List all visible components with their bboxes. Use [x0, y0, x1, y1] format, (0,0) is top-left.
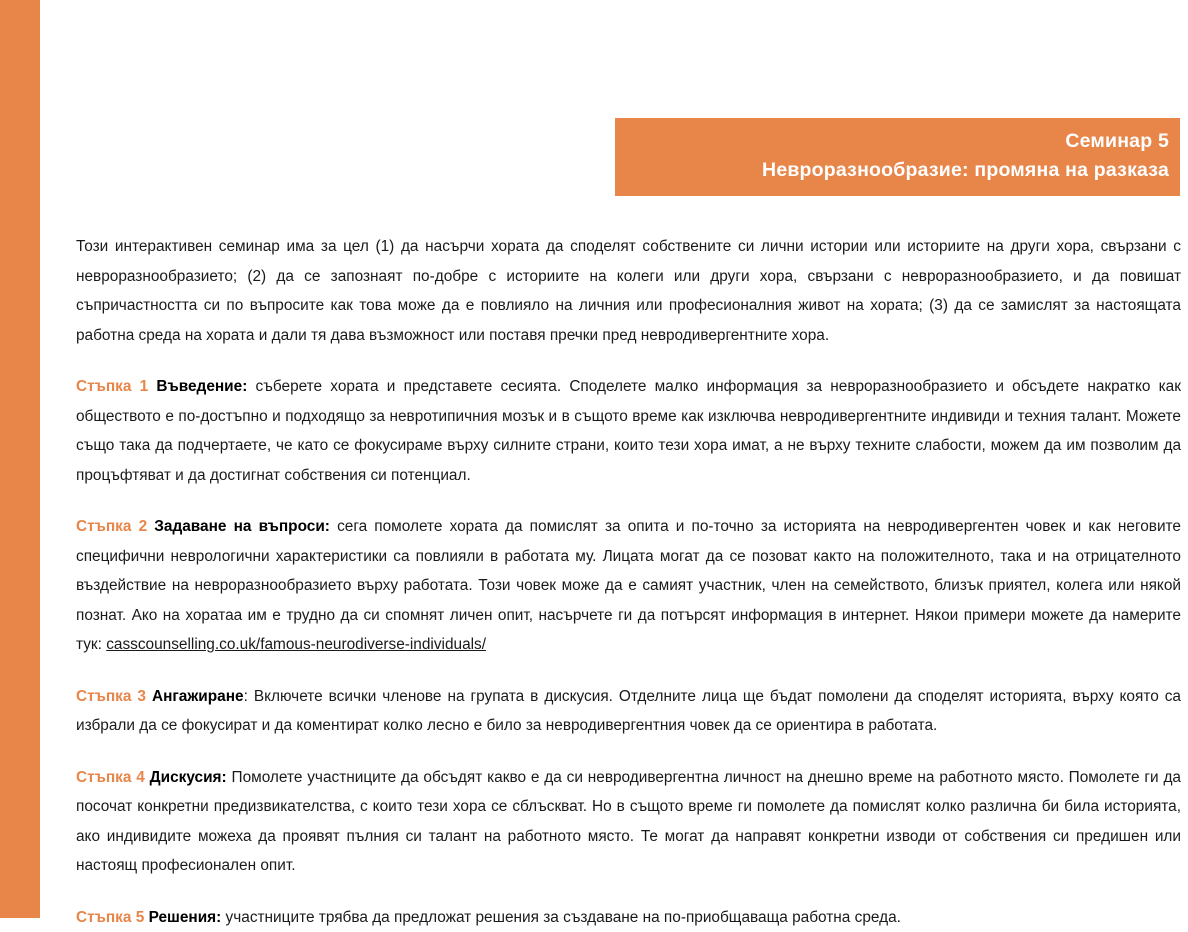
step-text-2: сега помолете хората да помислят за опита и по-точно за историята на невродивергентен човек и как неговите специфични неврологични характеристики са повлияли в работата му. Лицата могат да се позоват както на положителното, така и на отрицателното въздействие на невроразнообразието върху работата. Този човек може да е самият участник, член на семейството, близък приятел, колега или някой познат. Ако на хоратаа им е трудно да си спомнят личен опит, насърчете ги да потърсят информация в интернет. Някои примери можете да намерите тук:	[76, 518, 1181, 653]
step-paragraph-4	[76, 763, 1181, 881]
step-label-4: Стъпка 4	[76, 769, 145, 786]
step-title-2: Задаване на въпроси:	[154, 518, 330, 535]
banner-title-line2: Невроразнообразие: промяна на разказа	[629, 155, 1169, 185]
step-text-1: съберете хората и представете сесията. Споделете малко информация за невроразнообразието и обсъдете накратко как обществото е по-достъпно и подходящо за невротипичния мозък и в същото време как изключва невродивергентните индивиди и техния талант. Можете също така да подчертаете, че като се фокусираме върху силните страни, които тези хора имат, а не върху техните слабости, можем да им позволим да процъфтяват и да достигнат собствения си потенциал.	[76, 378, 1181, 484]
step-text-4: Помолете участниците да обсъдят какво е да си невродивергентна личност на днешно време на работното място. Помолете ги да посочат конкретни предизвикателства, с които тези хора се сблъскват. Но в същото време ги помолете да помислят колко различна би била историята, ако индивидите можеха да проявят пълния си талант на работното място. Те могат да направят конкретни изводи от собствения си предишен или настоящ професионален опит.	[76, 769, 1181, 875]
step-paragraph-3	[76, 682, 1181, 741]
step-label-2: Стъпка 2	[76, 518, 147, 535]
step-title-5: Решения:	[149, 909, 222, 926]
left-accent-bar-gap	[40, 0, 50, 918]
step-title-4: Дискусия:	[150, 769, 227, 786]
body-text-area	[76, 232, 1181, 932]
document-content	[50, 0, 1188, 918]
left-accent-bar	[0, 0, 40, 918]
step-paragraph-1	[76, 372, 1181, 490]
banner-title-line1: Семинар 5	[629, 127, 1169, 155]
step-title-3: Ангажиране	[152, 688, 244, 705]
step-title-1: Въведение:	[156, 378, 247, 395]
intro-paragraph: Този интерактивен семинар има за цел (1) да насърчи хората да споделят собствените си лични истории или историите на други хора, свързани с невроразнообразието; (2) да се запознаят по-добре с историите на колеги или други хора, свързани с невроразнообразието, и да повишат съпричастността си по въпросите как това може да е повлияло на личния или професионалния живот на хората; (3) да се замислят за настоящата работна среда на хората и дали тя дава възможност или поставя пречки пред невродивергентните хора.	[76, 232, 1181, 350]
step-text-3: : Включете всички членове на групата в дискусия. Отделните лица ще бъдат помолени да споделят историята, върху която са избрали да се фокусират и да коментират колко лесно е било за невродивергентния човек да се ориентира в работата.	[76, 688, 1181, 735]
title-banner	[615, 118, 1180, 196]
step-text-5: участниците трябва да предложат решения за създаване на по-приобщаваща работна среда.	[221, 909, 901, 926]
step-label-1: Стъпка 1	[76, 378, 148, 395]
step-label-3: Стъпка 3	[76, 688, 146, 705]
step-label-5: Стъпка 5	[76, 909, 144, 926]
neurodiverse-individuals-link[interactable]: casscounselling.co.uk/famous-neurodiverse-individuals/	[106, 636, 486, 653]
step-paragraph-2	[76, 512, 1181, 660]
step-paragraph-5	[76, 903, 1181, 932]
